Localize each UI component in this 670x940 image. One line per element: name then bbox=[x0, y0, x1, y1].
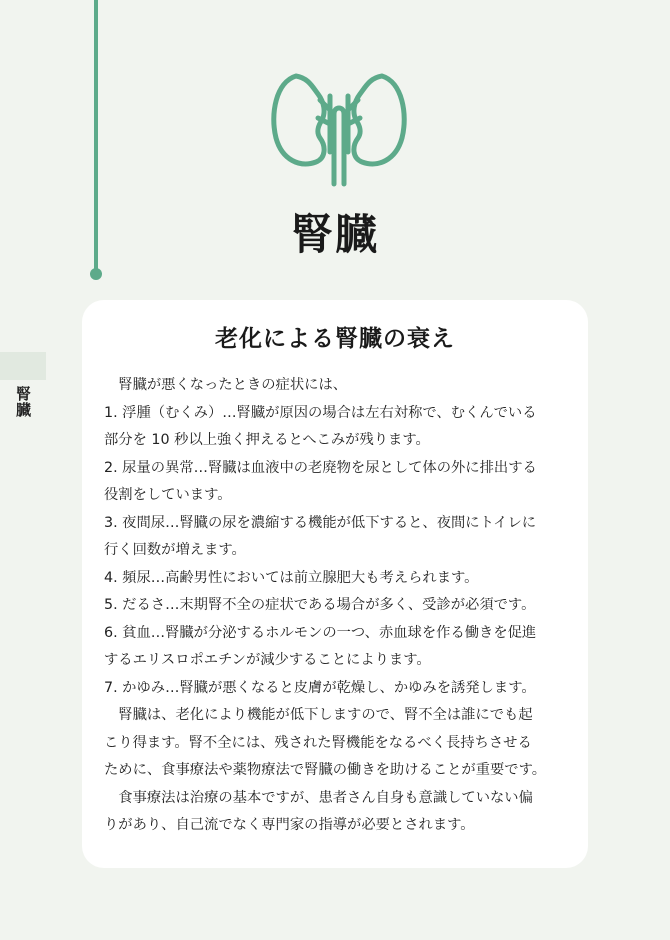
symptom-item-1-line-2: 部分を 10 秒以上強く押えるとへこみが残ります。 bbox=[104, 432, 430, 448]
symptom-item-2-line-1: 2. 尿量の異常…腎臓は血液中の老廃物を尿として体の外に排出する bbox=[104, 459, 537, 476]
symptom-item-6-line-1: 6. 貧血…腎臓が分泌するホルモンの一つ、赤血球を作る働きを促進 bbox=[104, 624, 537, 641]
paragraph-3-line-1: 食事療法は治療の基本ですが、患者さん自身も意識していない偏 bbox=[118, 789, 533, 806]
symptom-item-2-line-2: 役割をしています。 bbox=[104, 487, 232, 503]
paragraph-2-line-2: こり得ます。腎不全には、残された腎機能をなるべく長持ちさせる bbox=[104, 734, 532, 751]
decorative-line-dot bbox=[90, 268, 102, 280]
content-card bbox=[82, 300, 588, 868]
symptom-item-7: 7. かゆみ…腎臓が悪くなると皮膚が乾燥し、かゆみを誘発します。 bbox=[104, 679, 536, 696]
page-title: 腎臓 bbox=[290, 210, 379, 259]
side-index-label: 腎臓 bbox=[14, 386, 32, 418]
symptom-item-3-line-2: 行く回数が増えます。 bbox=[104, 542, 246, 558]
symptom-item-4: 4. 頻尿…高齢男性においては前立腺肥大も考えられます。 bbox=[104, 569, 479, 586]
intro-line: 腎臓が悪くなったときの症状には、 bbox=[118, 377, 348, 393]
symptom-item-1-line-1: 1. 浮腫（むくみ）…腎臓が原因の場合は左右対称で、むくんでいる bbox=[104, 404, 537, 421]
symptom-item-5: 5. だるさ…末期腎不全の症状である場合が多く、受診が必須です。 bbox=[104, 597, 536, 613]
paragraph-2-line-1: 腎臓は、老化により機能が低下しますので、腎不全は誰にでも起 bbox=[118, 707, 533, 723]
side-index-tab bbox=[0, 352, 46, 380]
card-title: 老化による腎臓の衰え bbox=[215, 325, 455, 352]
paragraph-3-line-2: りがあり、自己流でなく専門家の指導が必要とされます。 bbox=[104, 817, 475, 833]
kidney-icon bbox=[268, 66, 410, 190]
paragraph-2-line-3: ために、食事療法や薬物療法で腎臓の働きを助けることが重要です。 bbox=[104, 762, 547, 778]
symptom-item-3-line-1: 3. 夜間尿…腎臓の尿を濃縮する機能が低下すると、夜間にトイレに bbox=[104, 514, 537, 531]
symptom-item-6-line-2: するエリスロポエチンが減少することによります。 bbox=[104, 652, 431, 668]
